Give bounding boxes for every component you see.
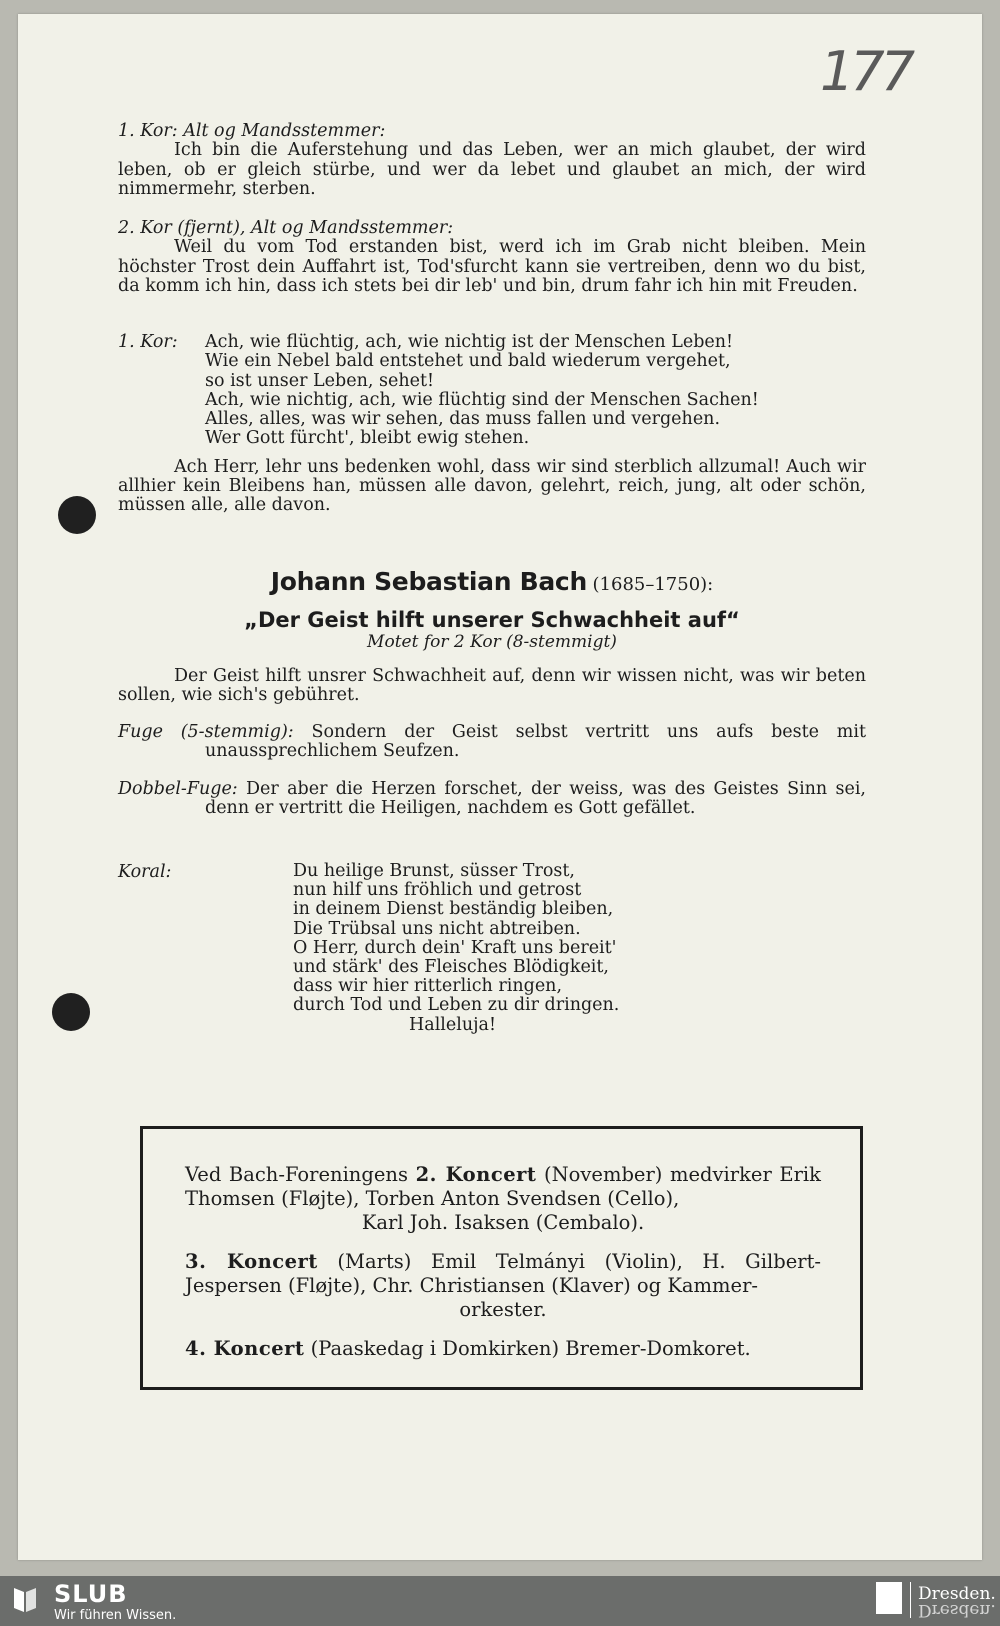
verse-line: Die Trübsal uns nicht abtreiben. [293, 918, 581, 939]
concert-3 [185, 1250, 821, 1322]
section-text: Weil du vom Tod erstanden bist, werd ich im Grab nicht bleiben. Mein höchster Trost dein Auffahrt ist, Tod'sfurcht kann sie vertreiben, denn wo du bist, da komm ich hin, dass ich stets bei dir leb' und bin, drum fahr ich hin mit Freuden. [118, 237, 866, 296]
work-title: „Der Geist hilft unserer Schwachheit auf“ [244, 608, 740, 632]
punch-hole [58, 496, 96, 534]
verse-line: und stärk' des Fleisches Blödigkeit, [293, 957, 609, 978]
page-number: 177 [820, 40, 912, 103]
concert-text: orkester. [459, 1298, 547, 1321]
concert-title: 4. Koncert [185, 1337, 305, 1360]
verse-line: O Herr, durch dein' Kraft uns bereit' [293, 937, 617, 958]
concert-text: Ved Bach-Foreningens [185, 1163, 416, 1186]
concert-title: 3. Koncert [185, 1250, 318, 1273]
koral-verse [293, 862, 619, 1035]
brand-tagline: Wir führen Wissen. [54, 1608, 177, 1623]
section-text: Sondern der Geist selbst vertritt uns aufs beste mit unaussprechlichem Seufzen. [205, 722, 866, 762]
fuge-section [118, 723, 866, 762]
section-text: Ich bin die Auferstehung und das Leben, wer an mich glaubet, der wird leben, ob er gleich stürbe, und wer da lebet und glaubet an mich, der wird nimmermehr, sterben. [118, 140, 866, 199]
verse-line: Ach, wie flüchtig, ach, wie nichtig ist der Menschen Leben! [205, 332, 734, 352]
composer-name: Johann Sebastian Bach [270, 567, 587, 596]
verse [205, 333, 866, 449]
footer-divider [910, 1582, 911, 1618]
bach-intro [118, 667, 866, 706]
work-title-block [118, 608, 866, 652]
library-footer [0, 1576, 1000, 1626]
brand-name: SLUB [54, 1580, 128, 1608]
verse-line: nun hilf uns fröhlich und getrost [293, 880, 582, 901]
kor1b-section [118, 333, 866, 516]
composer-heading [118, 567, 866, 596]
concert-text: (Marts) Emil Telmányi (Violin), H. Gilbert-Jespersen (Fløjte), Chr. Christiansen (Klaver) og Kammer- [185, 1250, 821, 1297]
city-name: Dresden. [918, 1584, 996, 1604]
section-label: 1. Kor: Alt og Mandsstemmer: [118, 121, 386, 141]
concert-announcement-box [140, 1126, 863, 1390]
verse-line: Du heilige Brunst, süsser Trost, [293, 861, 575, 881]
verse-line: durch Tod und Leben zu dir dringen. [293, 995, 620, 1016]
section-text: Der aber die Herzen forschet, der weiss, was des Geistes Sinn sei, denn er vertritt die Heiligen, nachdem es Gott gefället. [205, 779, 866, 819]
city-crest-icon [876, 1582, 902, 1614]
section-text: Ach Herr, lehr uns bedenken wohl, dass wir sind sterblich allzumal! Auch wir allhier kein Bleibens han, müssen alle davon, gelehrt, reich, jung, alt oder schön, müssen alle, alle davon. [118, 456, 866, 516]
section-label: 1. Kor: [118, 332, 178, 352]
verse-line: in deinem Dienst beständig bleiben, [293, 899, 614, 920]
concert-2 [185, 1163, 821, 1235]
verse-line: Halleluja! [409, 1014, 497, 1035]
section-text: Der Geist hilft unsrer Schwachheit auf, denn wir wissen nicht, was wir beten sollen, wie sich's gebühret. [118, 666, 866, 706]
verse-line: Wer Gott fürcht', bleibt ewig stehen. [205, 428, 530, 449]
kor1-section [118, 122, 866, 199]
concert-4 [185, 1337, 821, 1361]
section-label: Dobbel-Fuge: [118, 779, 238, 799]
kor2-section [118, 219, 866, 296]
composer-dates: (1685–1750): [592, 574, 714, 595]
section-label: 2. Kor (fjernt), Alt og Mandsstemmer: [118, 218, 454, 238]
city-name-reflection: Dresden. [918, 1600, 996, 1620]
verse-line: so ist unser Leben, sehet! [205, 370, 435, 391]
verse-line: dass wir hier ritterlich ringen, [293, 976, 563, 997]
section-label: Fuge (5-stemmig): [118, 722, 294, 742]
section-label: Koral: [118, 862, 172, 882]
verse-line: Ach, wie nichtig, ach, wie flüchtig sind der Menschen Sachen! [205, 389, 759, 410]
verse-line: Alles, alles, was wir sehen, das muss fallen und vergehen. [205, 409, 721, 430]
work-subtitle: Motet for 2 Kor (8-stemmigt) [367, 632, 617, 652]
book-logo-icon [12, 1584, 38, 1614]
concert-text: (November) medvirker Erik Thomsen (Fløjte), Torben Anton Svendsen (Cello), [185, 1163, 821, 1210]
concert-text: (Paaskedag i Domkirken) Bremer-Domkoret. [304, 1337, 751, 1360]
concert-text: Karl Joh. Isaksen (Cembalo). [361, 1211, 645, 1234]
concert-title: 2. Koncert [415, 1163, 537, 1186]
verse-line: Wie ein Nebel bald entstehet und bald wiederum vergehet, [205, 351, 731, 372]
punch-hole [52, 993, 90, 1031]
dobbel-fuge-section [118, 780, 866, 819]
